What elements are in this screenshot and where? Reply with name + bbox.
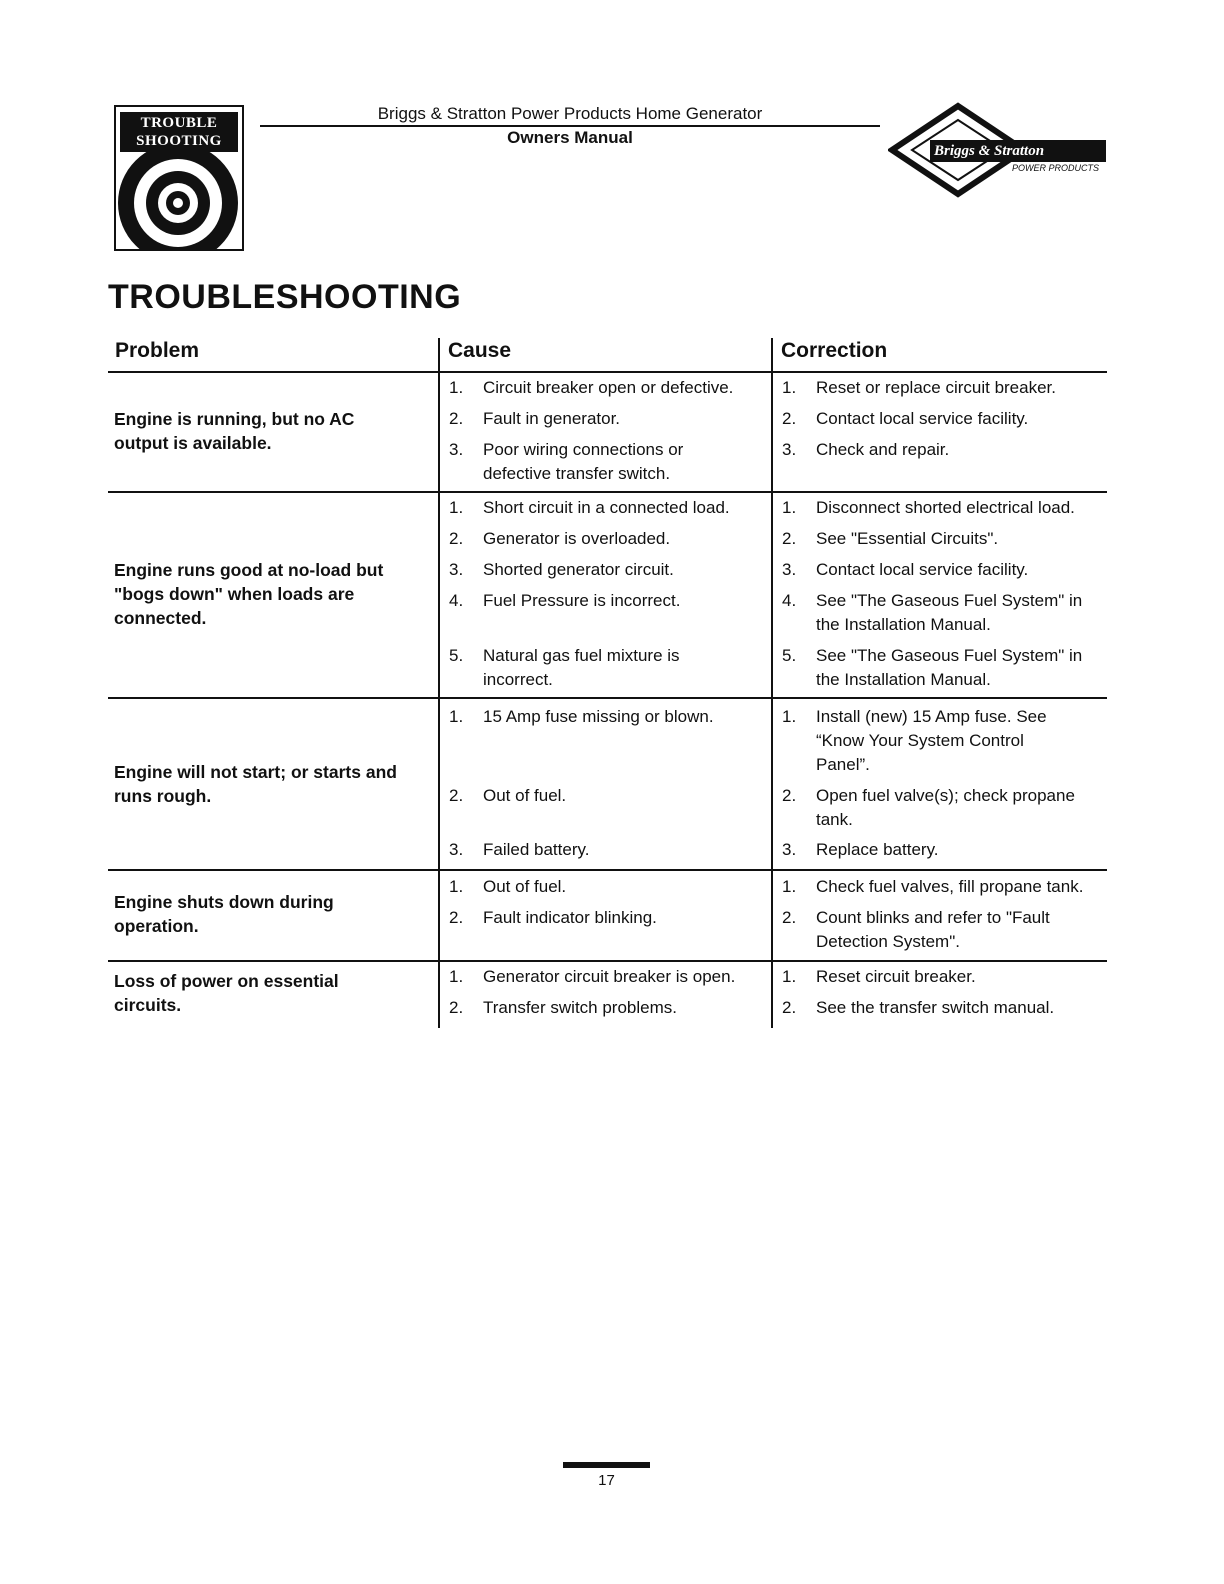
cause-number: 2. xyxy=(449,409,464,428)
cause-text: Fuel Pressure is incorrect. xyxy=(483,591,681,610)
cause-number: 1. xyxy=(449,378,464,397)
cause-text: incorrect. xyxy=(483,670,553,689)
cause-number: 2. xyxy=(449,786,464,805)
correction-number: 2. xyxy=(782,998,797,1017)
problem-cell xyxy=(114,890,334,938)
header-rule xyxy=(260,125,880,127)
correction-text: Reset or replace circuit breaker. xyxy=(816,378,1056,397)
correction-number: 2. xyxy=(782,529,797,548)
correction-text: Disconnect shorted electrical load. xyxy=(816,498,1075,517)
problem-line: connected. xyxy=(114,608,207,628)
header-manual-title: Owners Manual xyxy=(507,128,633,147)
correction-text: Check and repair. xyxy=(816,440,950,459)
correction-text: See "The Gaseous Fuel System" in xyxy=(816,646,1083,665)
correction-text: Open fuel valve(s); check propane xyxy=(816,786,1075,805)
brand-logo-sub: POWER PRODUCTS xyxy=(1012,163,1100,173)
correction-text: Count blinks and refer to "Fault xyxy=(816,908,1050,927)
cause-text: Fault in generator. xyxy=(483,409,621,428)
column-header-problem: Problem xyxy=(115,339,200,362)
troubleshooting-badge xyxy=(114,105,244,251)
correction-text: See "Essential Circuits". xyxy=(816,529,999,548)
column-header-correction: Correction xyxy=(781,339,888,362)
correction-text: Contact local service facility. xyxy=(816,409,1029,428)
correction-number: 1. xyxy=(782,877,797,896)
correction-text: tank. xyxy=(816,810,853,829)
correction-number: 5. xyxy=(782,646,797,665)
badge-line-1: TROUBLE xyxy=(140,115,218,131)
cause-number: 1. xyxy=(449,967,464,986)
correction-number: 2. xyxy=(782,786,797,805)
cause-text: Failed battery. xyxy=(483,840,590,859)
problem-cell xyxy=(114,558,383,630)
problem-line: runs rough. xyxy=(114,786,212,806)
table-header-rule xyxy=(108,371,1107,373)
row-divider xyxy=(108,491,1107,493)
problem-line: Engine will not start; or starts and xyxy=(114,762,397,782)
cause-number: 2. xyxy=(449,998,464,1017)
cause-number: 2. xyxy=(449,529,464,548)
cause-text: Circuit breaker open or defective. xyxy=(483,378,734,397)
problem-line: output is available. xyxy=(114,433,272,453)
cause-text: Shorted generator circuit. xyxy=(483,560,674,579)
row-divider xyxy=(108,697,1107,699)
target-icon xyxy=(116,151,242,249)
correction-text: See "The Gaseous Fuel System" in xyxy=(816,591,1083,610)
correction-number: 3. xyxy=(782,560,797,579)
correction-number: 2. xyxy=(782,409,797,428)
page-title: TROUBLESHOOTING xyxy=(108,278,462,316)
cause-number: 2. xyxy=(449,908,464,927)
cause-number: 3. xyxy=(449,840,464,859)
problem-line: "bogs down" when loads are xyxy=(114,584,355,604)
problem-line: operation. xyxy=(114,916,199,936)
correction-text: “Know Your System Control xyxy=(816,731,1024,750)
cause-number: 1. xyxy=(449,877,464,896)
correction-number: 1. xyxy=(782,967,797,986)
correction-text: Replace battery. xyxy=(816,840,939,859)
problem-cell xyxy=(114,407,354,455)
cause-number: 4. xyxy=(449,591,464,610)
row-divider xyxy=(108,869,1107,871)
correction-text: the Installation Manual. xyxy=(816,615,991,634)
cause-number: 5. xyxy=(449,646,464,665)
header-subtitle: Briggs & Stratton Power Products Home Generator xyxy=(377,104,763,123)
problem-line: Engine runs good at no-load but xyxy=(114,560,384,580)
correction-number: 3. xyxy=(782,840,797,859)
problem-cell xyxy=(114,969,339,1017)
problem-cell xyxy=(114,760,397,808)
badge-line-2: SHOOTING xyxy=(136,133,222,149)
cause-number: 3. xyxy=(449,560,464,579)
correction-text: Check fuel valves, fill propane tank. xyxy=(816,877,1084,896)
problem-line: Loss of power on essential xyxy=(114,971,339,991)
cause-text: Fault indicator blinking. xyxy=(483,908,657,927)
correction-text: See the transfer switch manual. xyxy=(816,998,1055,1017)
problem-line: Engine shuts down during xyxy=(114,892,334,912)
correction-number: 2. xyxy=(782,908,797,927)
problem-line: Engine is running, but no AC xyxy=(114,409,355,429)
page-number-bar xyxy=(563,1462,650,1468)
correction-text: Install (new) 15 Amp fuse. See xyxy=(816,707,1047,726)
cause-text: Out of fuel. xyxy=(483,877,567,896)
cause-text: 15 Amp fuse missing or blown. xyxy=(483,707,714,726)
cause-text: Out of fuel. xyxy=(483,786,567,805)
correction-text: Reset circuit breaker. xyxy=(816,967,976,986)
cause-text: Generator circuit breaker is open. xyxy=(483,967,736,986)
correction-text: the Installation Manual. xyxy=(816,670,991,689)
cause-text: Short circuit in a connected load. xyxy=(483,498,730,517)
correction-number: 3. xyxy=(782,440,797,459)
page-number: 17 xyxy=(598,1472,615,1489)
cause-text: defective transfer switch. xyxy=(483,464,671,483)
cause-text: Transfer switch problems. xyxy=(483,998,677,1017)
problem-line: circuits. xyxy=(114,995,182,1015)
cause-number: 1. xyxy=(449,498,464,517)
correction-text: Contact local service facility. xyxy=(816,560,1029,579)
correction-number: 1. xyxy=(782,498,797,517)
cause-text: Natural gas fuel mixture is xyxy=(483,646,680,665)
row-divider xyxy=(108,960,1107,962)
correction-number: 1. xyxy=(782,707,797,726)
correction-text: Detection System". xyxy=(816,932,960,951)
cause-text: Poor wiring connections or xyxy=(483,440,684,459)
cause-text: Generator is overloaded. xyxy=(483,529,671,548)
cause-number: 3. xyxy=(449,440,464,459)
cause-number: 1. xyxy=(449,707,464,726)
column-divider-2 xyxy=(771,338,773,1028)
correction-text: Panel”. xyxy=(816,755,870,774)
brand-logo-name: Briggs & Stratton xyxy=(930,140,1106,162)
correction-number: 1. xyxy=(782,378,797,397)
badge-label xyxy=(120,112,238,152)
column-divider-1 xyxy=(438,338,440,1028)
correction-number: 4. xyxy=(782,591,797,610)
column-header-cause: Cause xyxy=(448,339,512,362)
